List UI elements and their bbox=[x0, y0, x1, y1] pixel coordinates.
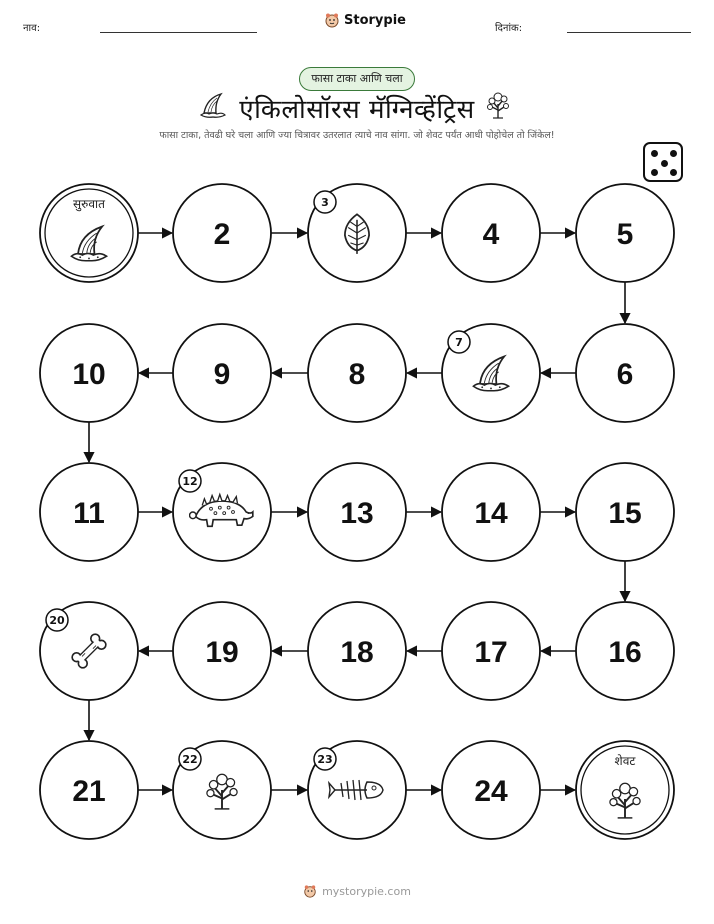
date-label: दिनांक: bbox=[495, 23, 523, 34]
board-space[interactable] bbox=[173, 602, 271, 700]
board-space[interactable] bbox=[40, 463, 138, 561]
space-number: 4 bbox=[482, 218, 500, 251]
space-number: 21 bbox=[72, 775, 106, 808]
board-space[interactable] bbox=[308, 184, 406, 282]
board-space[interactable] bbox=[308, 324, 406, 422]
space-number: 19 bbox=[205, 636, 239, 669]
space-number: 11 bbox=[73, 497, 105, 530]
space-number: 17 bbox=[474, 636, 508, 669]
space-number-badge: 22 bbox=[182, 753, 198, 766]
board-space[interactable] bbox=[576, 324, 674, 422]
board-space[interactable] bbox=[173, 741, 271, 839]
start-space[interactable] bbox=[40, 184, 138, 282]
name-label: नाव: bbox=[23, 23, 41, 34]
space-number-badge: 12 bbox=[182, 475, 198, 488]
board-space[interactable] bbox=[308, 463, 406, 561]
space-number: 8 bbox=[348, 358, 366, 391]
board-space[interactable] bbox=[173, 324, 271, 422]
instructions: फासा टाका, तेवढी घरे चला आणि ज्या चित्रावर उतरलात त्याचे नाव सांगा. जो शेवट पर्यंत आधी पोहोचेल तो जिंकेल! bbox=[159, 130, 555, 141]
space-number: 24 bbox=[474, 775, 508, 808]
board-space[interactable] bbox=[173, 184, 271, 282]
board-space[interactable] bbox=[576, 184, 674, 282]
board-space[interactable] bbox=[40, 324, 138, 422]
space-number: 18 bbox=[340, 636, 374, 669]
footer bbox=[0, 884, 714, 898]
brand-name: Storypie bbox=[344, 12, 406, 28]
board-space[interactable] bbox=[40, 602, 138, 700]
board-space[interactable] bbox=[576, 463, 674, 561]
board-space[interactable] bbox=[442, 184, 540, 282]
board-space[interactable] bbox=[442, 324, 540, 422]
space-number: 10 bbox=[72, 358, 106, 391]
footer-url[interactable]: mystorypie.com bbox=[322, 884, 411, 898]
space-number: 9 bbox=[213, 358, 231, 391]
space-number: 6 bbox=[616, 358, 634, 391]
space-number-badge: 20 bbox=[49, 614, 65, 627]
space-label: शेवट bbox=[614, 754, 636, 768]
board-space[interactable] bbox=[576, 602, 674, 700]
space-number: 13 bbox=[340, 497, 374, 530]
space-number: 14 bbox=[474, 497, 508, 530]
board-space[interactable] bbox=[308, 602, 406, 700]
space-number: 5 bbox=[616, 218, 634, 251]
board-space[interactable] bbox=[40, 741, 138, 839]
space-number: 15 bbox=[608, 497, 642, 530]
space-number-badge: 3 bbox=[321, 196, 329, 209]
end-space[interactable] bbox=[576, 741, 674, 839]
space-number: 2 bbox=[213, 218, 231, 251]
board-space[interactable] bbox=[173, 463, 271, 561]
space-number-badge: 7 bbox=[455, 336, 463, 349]
storypie-logo-icon bbox=[303, 884, 317, 898]
board-space[interactable] bbox=[442, 741, 540, 839]
board-space[interactable] bbox=[308, 741, 406, 839]
space-label: सुरुवात bbox=[73, 197, 105, 211]
page-title: एंकिलोसॉरस मॅग्निव्हेंट्रिस bbox=[239, 95, 475, 125]
space-number-badge: 23 bbox=[317, 753, 333, 766]
space-number: 16 bbox=[608, 636, 642, 669]
game-badge: फासा टाका आणि चला bbox=[299, 67, 415, 91]
board-space[interactable] bbox=[442, 463, 540, 561]
board-space[interactable] bbox=[442, 602, 540, 700]
